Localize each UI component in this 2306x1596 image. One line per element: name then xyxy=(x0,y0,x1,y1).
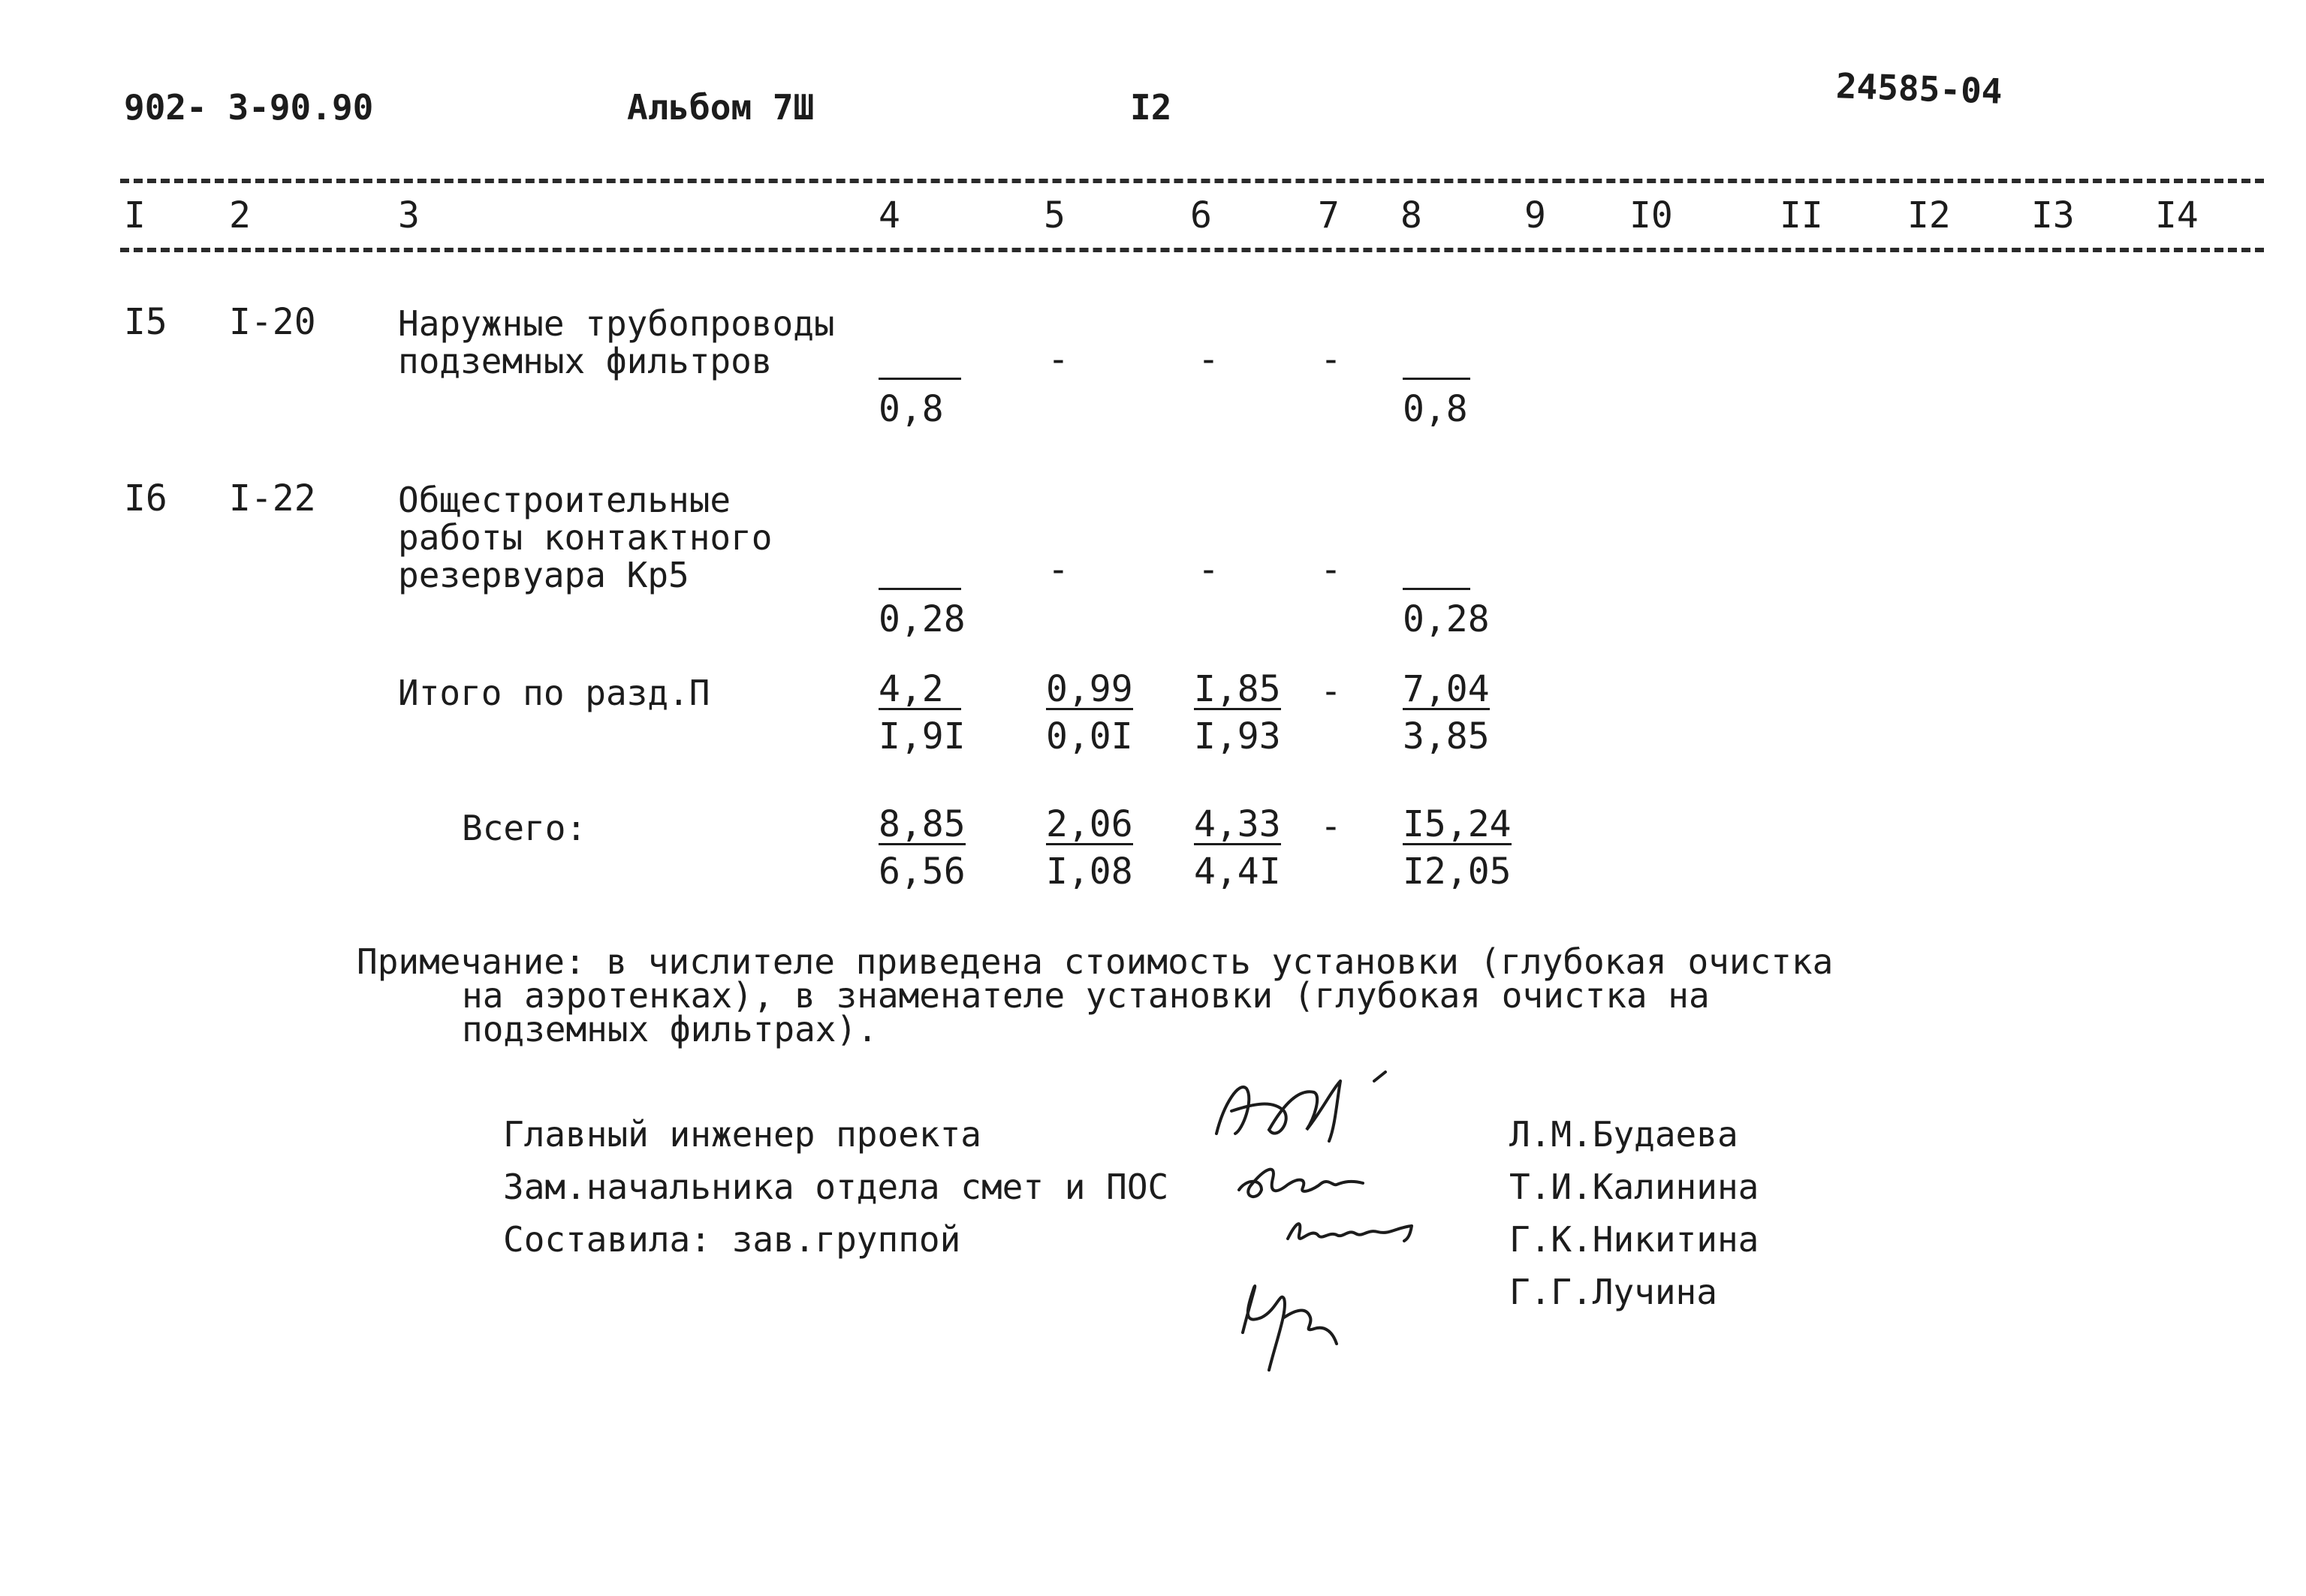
cost-cell-col4 xyxy=(879,552,966,640)
numerator xyxy=(1403,552,1470,590)
note-line: подземных фильтрах). xyxy=(462,1009,878,1049)
row-number: I6 xyxy=(124,477,167,519)
subtotal-col8 xyxy=(1403,668,1490,757)
column-number: I2 xyxy=(1907,194,1951,236)
signatory-name: Л.М.Будаева xyxy=(1509,1114,1738,1155)
subtotal-col6 xyxy=(1194,668,1281,757)
row-name-line: работы контактного xyxy=(398,517,773,558)
numerator: 7,04 xyxy=(1403,668,1490,710)
subtotal-col5 xyxy=(1046,668,1133,757)
numerator xyxy=(879,552,961,590)
signatory-name: Т.И.Калинина xyxy=(1509,1167,1759,1207)
column-number: 9 xyxy=(1524,194,1546,236)
empty-cell-col6: - xyxy=(1198,549,1219,591)
numerator: I,85 xyxy=(1194,668,1281,710)
denominator: 0,28 xyxy=(879,598,966,640)
row-reference: I-20 xyxy=(229,301,316,343)
row-reference: I-22 xyxy=(229,477,316,519)
signatory-name: Г.Г.Лучина xyxy=(1509,1272,1717,1312)
column-number: 4 xyxy=(879,194,900,236)
denominator: I,08 xyxy=(1046,851,1133,893)
denominator: 0,8 xyxy=(879,388,944,430)
signature-kalinina xyxy=(1231,1156,1397,1212)
empty-cell-col5: - xyxy=(1047,339,1069,381)
denominator: I2,05 xyxy=(1403,851,1512,893)
cost-cell-col8 xyxy=(1403,342,1470,430)
subtotal-label: Итого по разд.П xyxy=(398,673,710,713)
empty-cell-col7: - xyxy=(1320,339,1342,381)
numerator: 4,33 xyxy=(1194,803,1281,845)
numerator: 8,85 xyxy=(879,803,966,845)
denominator: 4,4I xyxy=(1194,851,1281,893)
album-label: Альбом 7Ш xyxy=(627,87,815,128)
total-col5 xyxy=(1046,803,1133,893)
row-name-line: Общестроительные xyxy=(398,480,731,520)
document-code: 902- 3-90.90 xyxy=(124,87,374,128)
cost-cell-col8 xyxy=(1403,552,1490,640)
column-number: 6 xyxy=(1190,194,1212,236)
denominator: I,9I xyxy=(879,715,966,757)
denominator: 6,56 xyxy=(879,851,966,893)
cost-cell-col4 xyxy=(879,342,961,430)
total-col6 xyxy=(1194,803,1281,893)
column-number: 8 xyxy=(1400,194,1422,236)
denominator: 3,85 xyxy=(1403,715,1490,757)
total-label: Всего: xyxy=(462,808,587,848)
note-line: Примечание: в числителе приведена стоимость установки (глубокая очистка xyxy=(357,941,1834,982)
column-number: 7 xyxy=(1318,194,1340,236)
numerator: 4,2 xyxy=(879,672,961,710)
header-rule-top xyxy=(120,179,2264,183)
column-number: II xyxy=(1780,194,1823,236)
empty-cell-col7: - xyxy=(1320,806,1342,848)
row-number: I5 xyxy=(124,301,167,343)
empty-cell-col7: - xyxy=(1320,670,1342,712)
row-name-line: подземных фильтров xyxy=(398,341,773,381)
empty-cell-col5: - xyxy=(1047,549,1069,591)
total-col8 xyxy=(1403,803,1512,893)
column-number: 5 xyxy=(1044,194,1066,236)
note-line: на аэротенках), в знаменателе установки (глубокая очистка на xyxy=(462,975,1710,1016)
row-name-line: резервуара Кр5 xyxy=(398,555,689,595)
denominator: 0,8 xyxy=(1403,388,1468,430)
signatory-role: Зам.начальника отдела смет и ПОС xyxy=(503,1167,1169,1207)
signature-budaeva xyxy=(1201,1058,1412,1152)
signature-luchina xyxy=(1224,1250,1359,1381)
archive-stamp-number: 24585-04 xyxy=(1835,65,2003,112)
column-number: 2 xyxy=(229,194,251,236)
signatory-name: Г.К.Никитина xyxy=(1509,1219,1759,1260)
numerator: I5,24 xyxy=(1403,803,1512,845)
denominator: 0,28 xyxy=(1403,598,1490,640)
row-name-line: Наружные трубопроводы xyxy=(398,303,835,344)
numerator xyxy=(879,342,961,380)
column-number: I4 xyxy=(2155,194,2199,236)
numerator: 0,99 xyxy=(1046,668,1133,710)
page-number: I2 xyxy=(1130,87,1172,128)
header-rule-bottom xyxy=(120,248,2264,252)
denominator: 0,0I xyxy=(1046,715,1133,757)
numerator xyxy=(1403,342,1470,380)
column-number: I3 xyxy=(2031,194,2075,236)
signatory-role: Главный инженер проекта xyxy=(503,1114,981,1155)
column-number: I0 xyxy=(1629,194,1673,236)
empty-cell-col7: - xyxy=(1320,549,1342,591)
subtotal-col4 xyxy=(879,668,966,757)
denominator: I,93 xyxy=(1194,715,1281,757)
signatory-role: Составила: зав.группой xyxy=(503,1219,961,1260)
numerator: 2,06 xyxy=(1046,803,1133,845)
total-col4 xyxy=(879,803,966,893)
column-number: 3 xyxy=(398,194,420,236)
empty-cell-col6: - xyxy=(1198,339,1219,381)
column-number: I xyxy=(124,194,146,236)
